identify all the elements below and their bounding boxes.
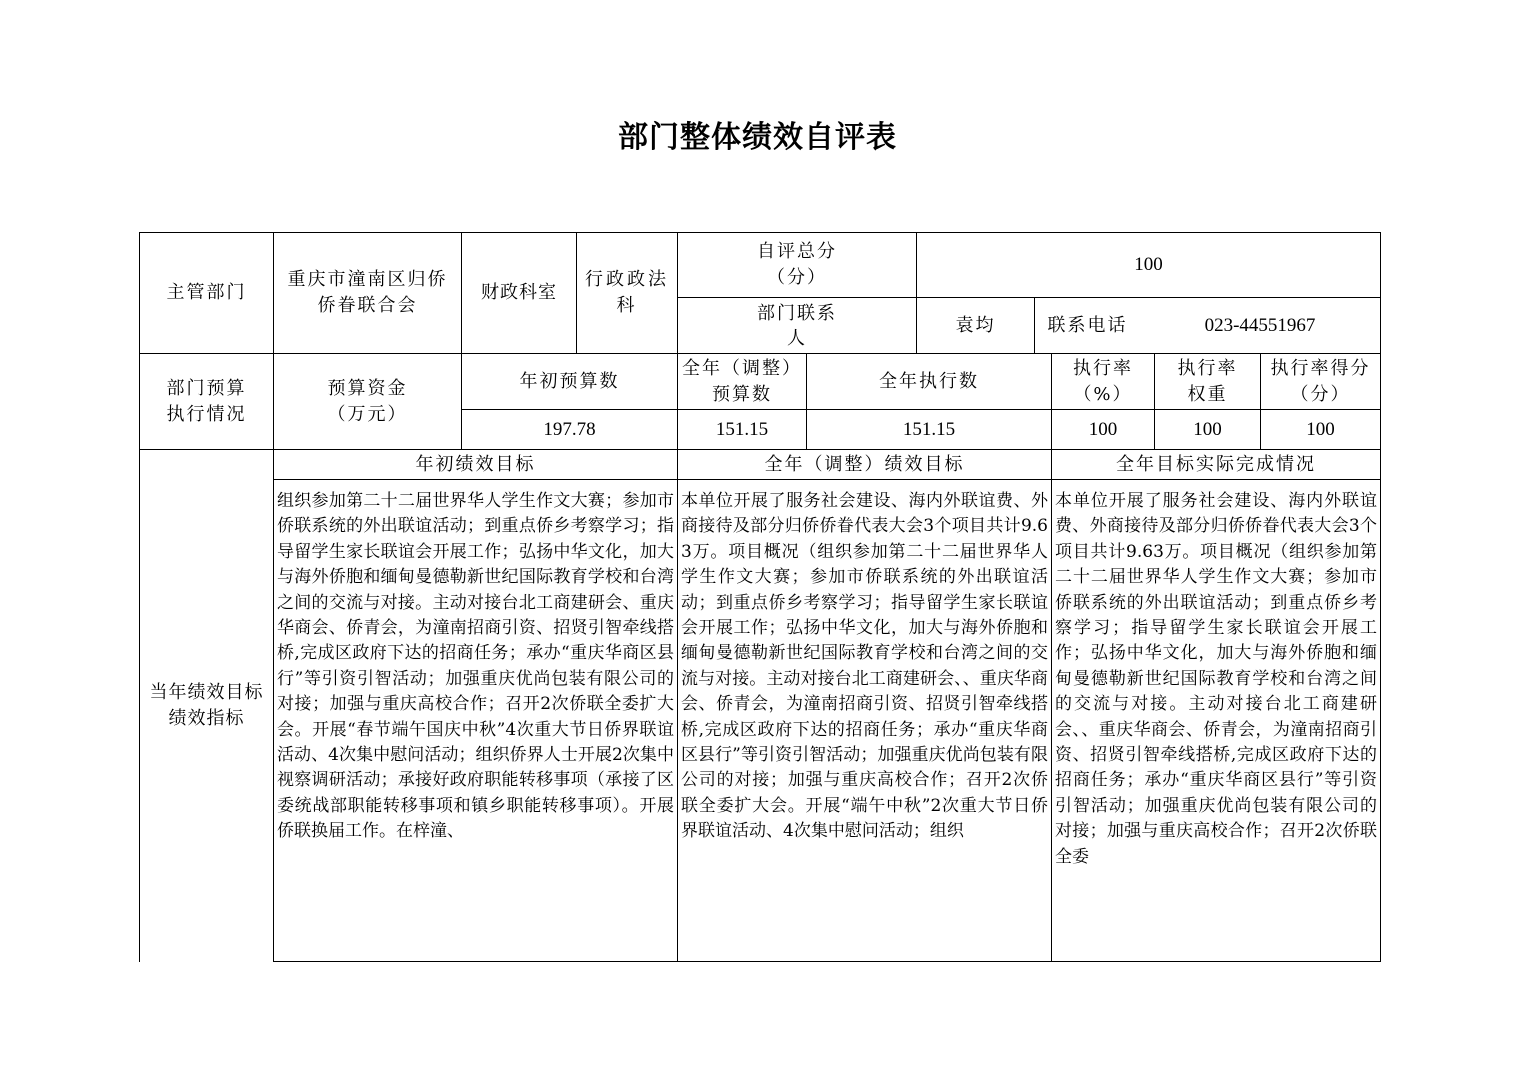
- col-initial-goal-label: 年初绩效目标: [415, 453, 536, 475]
- initial-budget-value: 197.78: [543, 418, 596, 440]
- adjusted-budget-value: 151.15: [715, 418, 769, 440]
- execution-rate-label: 执行率（%）: [1073, 357, 1133, 405]
- performance-section-label: 当年绩效目标绩效指标: [149, 681, 264, 729]
- supervisor-value: 重庆市潼南区归侨侨眷联合会: [287, 269, 448, 316]
- execution-weight-value: 100: [1193, 418, 1222, 440]
- execution-score-value: 100: [1306, 418, 1335, 440]
- initial-budget-label: 年初预算数: [519, 370, 620, 392]
- execution-weight-label: 执行率权重: [1177, 357, 1238, 405]
- col-adjusted-goal-label: 全年（调整）绩效目标: [764, 453, 965, 475]
- executed-value: 151.15: [902, 418, 956, 440]
- execution-score-label: 执行率得分（分）: [1270, 357, 1371, 405]
- adjusted-goal-text: 本单位开展了服务社会建设、海内外联谊费、外商接待及部分归侨侨眷代表大会3个项目共计9.63万。项目概况（组织参加第二十二届世界华人学生作文大赛；参加市侨联系统的外出联谊活动；到重点侨乡考察学习；指导留学生家长联谊会开展工作；弘扬中华文化，加大与海外侨胞和缅甸曼德勒新世纪国际教育学校和台湾之间的交流与对接。主动对接台北工商建研会、、重庆华商会、侨青会，为潼南招商引资、招贤引智牵线搭桥,完成区政府下达的招商任务；承办“重庆华商区县行”等引资引智活动；加强重庆优尚包装有限公司的对接；加强与重庆高校合作；召开2次侨联全委扩大会。开展“端午中秋”2次重大节日侨界联谊活动、4次集中慰问活动；组织: [681, 491, 1048, 842]
- score-label: 自评总分（分）: [757, 241, 837, 288]
- phone-value: 023-44551967: [1204, 314, 1316, 336]
- initial-goal-text: 组织参加第二十二届世界华人学生作文大赛；参加市侨联系统的外出联谊活动；到重点侨乡考察学习；指导留学生家长联谊会开展工作；弘扬中华文化，加大与海外侨胞和缅甸曼德勒新世纪国际教育学校和台湾之间的交流与对接。主动对接台北工商建研会、重庆华商会、侨青会，为潼南招商引资、招贤引智牵线搭桥,完成区政府下达的招商任务；承办“重庆华商区县行”等引资引智活动；加强重庆优尚包装有限公司的对接；加强与重庆高校合作；召开2次侨联全委扩大会。开展“春节端午国庆中秋”4次重大节日侨界联谊活动、4次集中慰问活动；组织侨界人士开展2次集中视察调研活动；承接好政府职能转移事项（承接了区委统战部职能转移事项和镇乡职能转移事项）。开展侨联换届工作。在梓潼、: [277, 491, 674, 842]
- page-title: 部门整体绩效自评表: [618, 120, 897, 155]
- admin-section-label: 行政政法科: [585, 269, 669, 316]
- contact-label: 部门联系人: [757, 302, 837, 349]
- budget-section-label: 部门预算执行情况: [166, 377, 247, 425]
- score-value: 100: [1134, 254, 1163, 275]
- col-actual-label: 全年目标实际完成情况: [1116, 453, 1316, 475]
- executed-label: 全年执行数: [879, 370, 979, 392]
- execution-rate-value: 100: [1088, 418, 1118, 440]
- actual-completion-text: 本单位开展了服务社会建设、海内外联谊费、外商接待及部分归侨侨眷代表大会3个项目共计9.63万。项目概况（组织参加第二十二届世界华人学生作文大赛；参加市侨联系统的外出联谊活动；到重点侨乡考察学习；指导留学生家长联谊会开展工作；弘扬中华文化，加大与海外侨胞和缅甸曼德勒新世纪国际教育学校和台湾之间的交流与对接。主动对接台北工商建研会、、重庆华商会、侨青会，为潼南招商引资、招贤引智牵线搭桥,完成区政府下达的招商任务；承办“重庆华商区县行”等引资引智活动；加强重庆优尚包装有限公司的对接；加强与重庆高校合作；召开2次侨联全委: [1055, 491, 1377, 867]
- adjusted-budget-label: 全年（调整）预算数: [682, 357, 802, 405]
- phone-label: 联系电话: [1047, 314, 1128, 336]
- supervisor-label: 主管部门: [166, 282, 247, 303]
- contact-name: 袁均: [955, 314, 996, 336]
- finance-office-label: 财政科室: [481, 282, 557, 303]
- budget-funds-label: 预算资金（万元）: [327, 377, 408, 425]
